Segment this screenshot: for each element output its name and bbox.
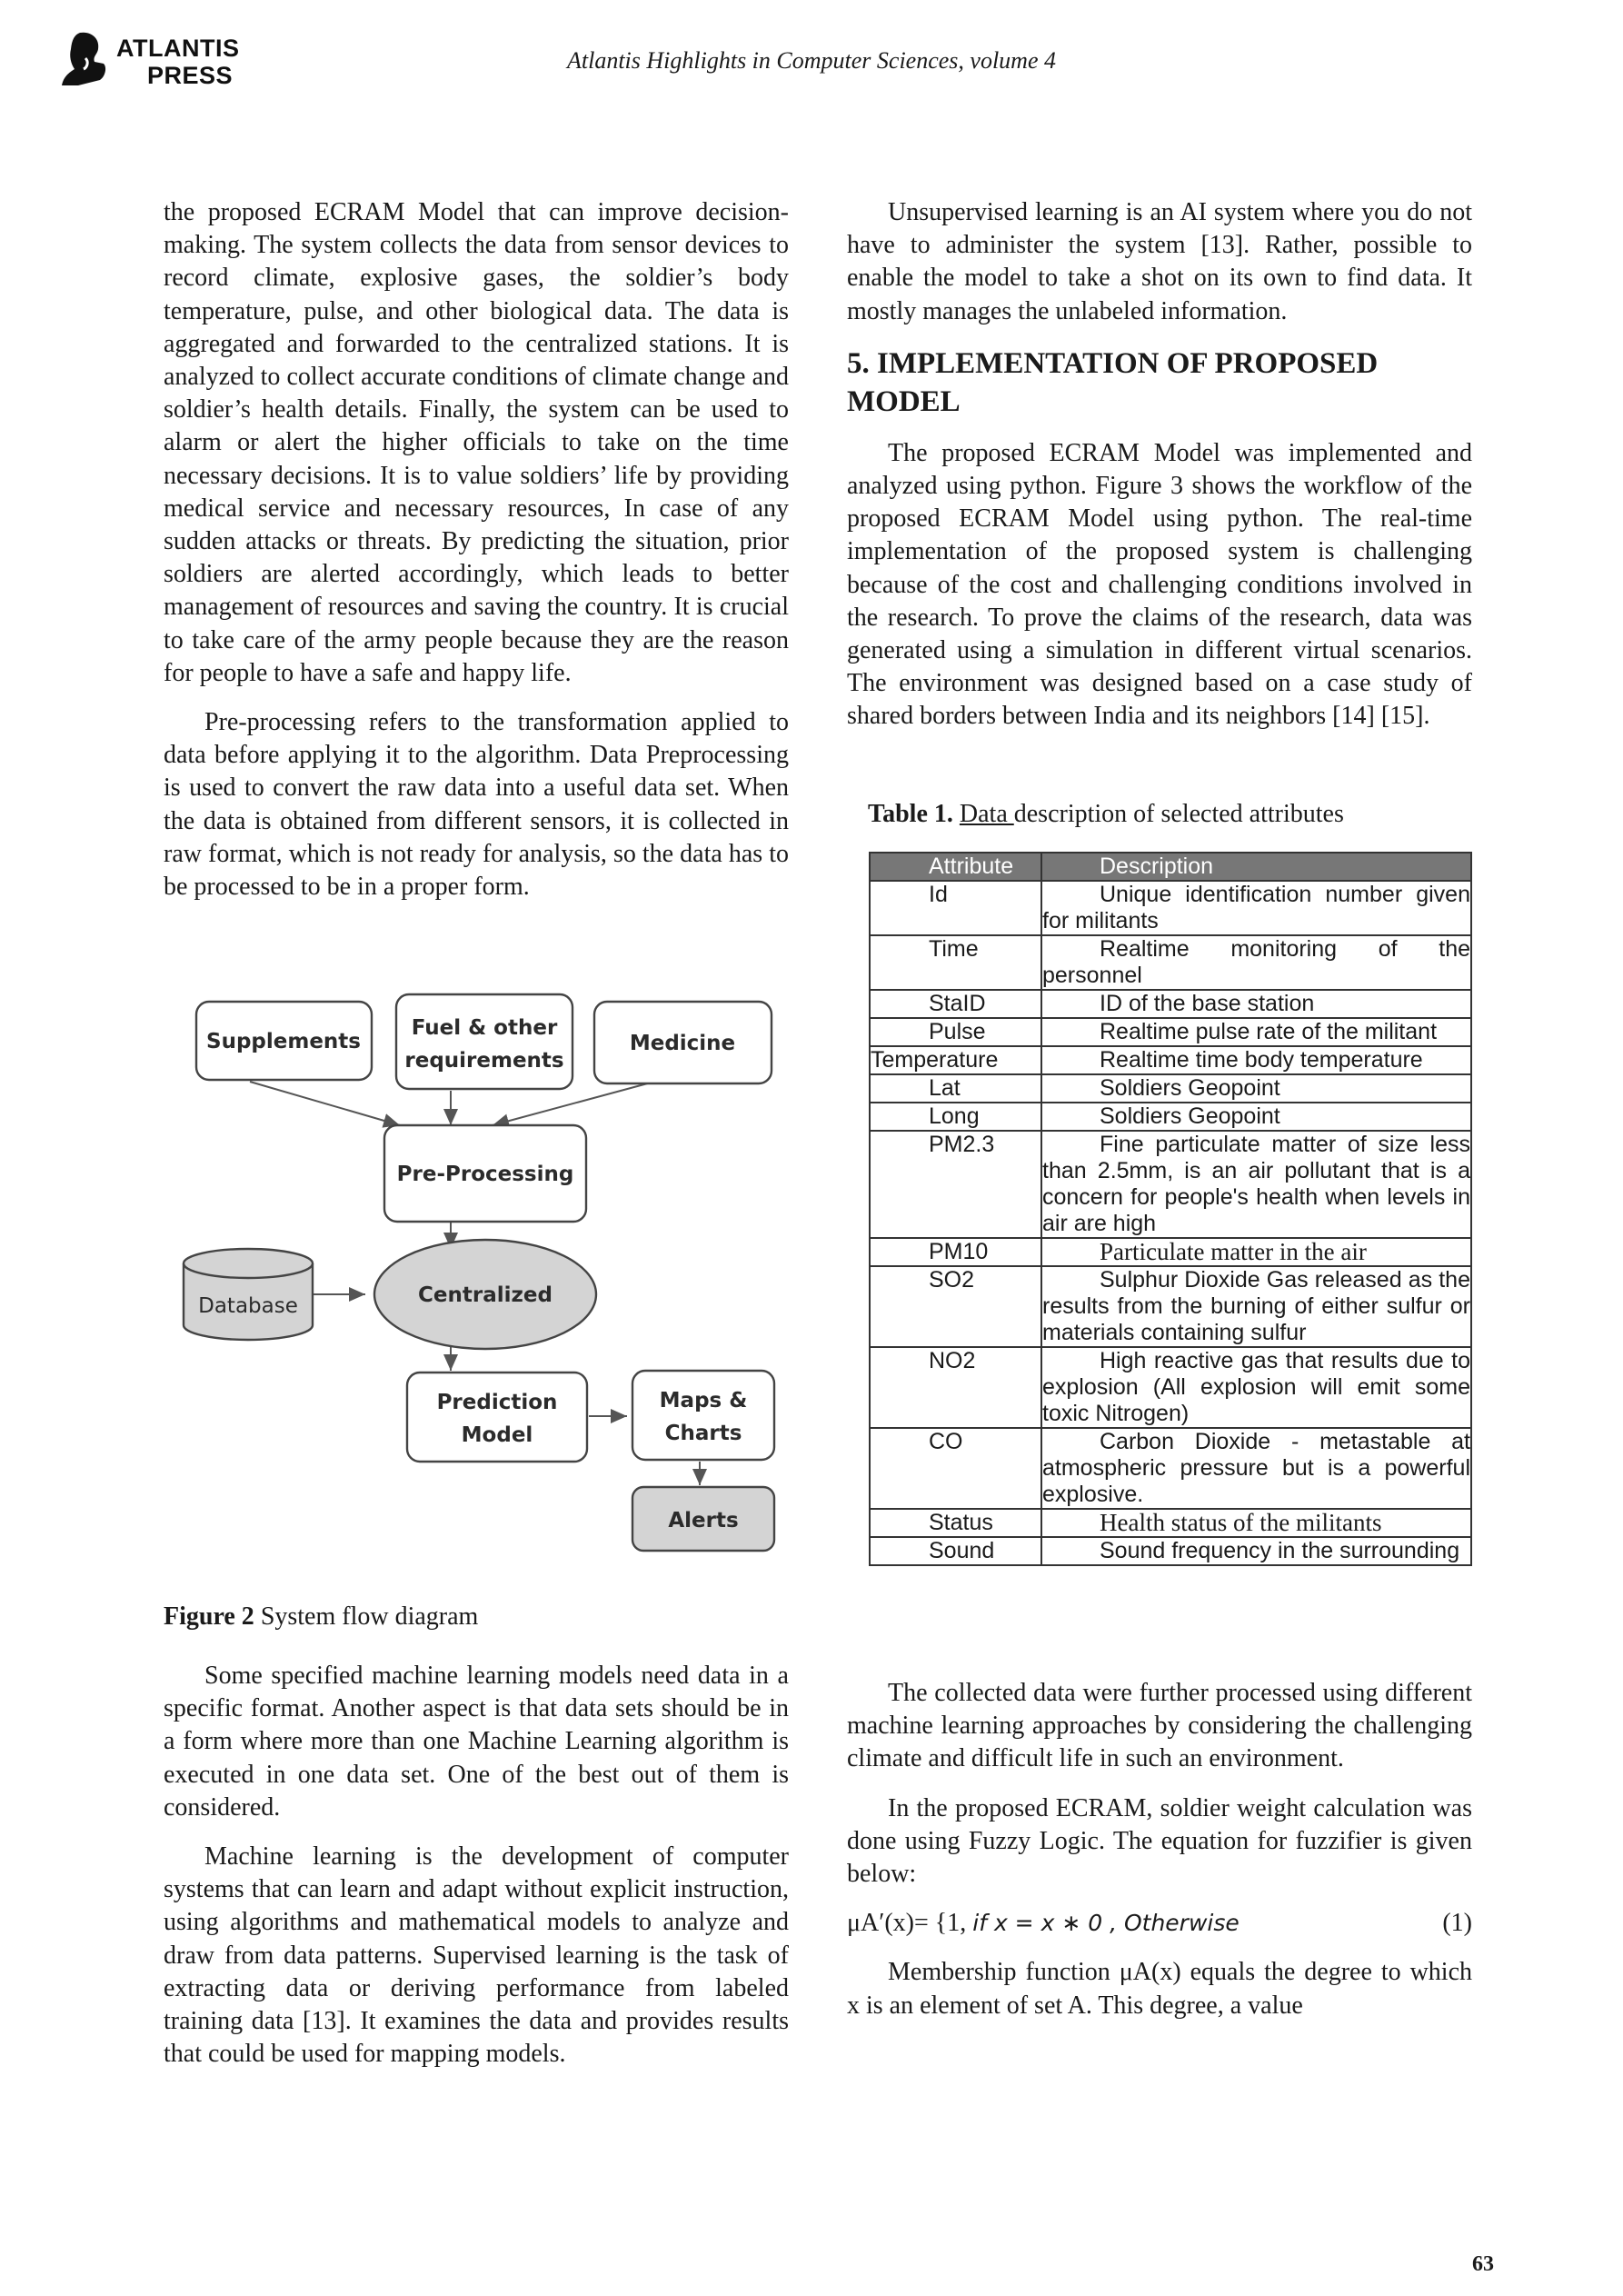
table-row <box>870 1537 1471 1565</box>
table-row <box>870 1074 1471 1103</box>
section-heading: 5. IMPLEMENTATION OF PROPOSED MODEL <box>847 346 1379 418</box>
left-paragraph-4: Machine learning is the development of computer systems that can learn and adapt without explicit instruction, using algorithms and mathematical models to analyze and draw from data patterns. Supervised learning is the task of extracting data or deriving performance from labeled training data [13]. It examines the data and provides results that could be used for mapping models. <box>164 1842 789 2069</box>
table-cell-description: High reactive gas that results due to explosion (All explosion will emit some toxic Nitrogen) <box>1042 1348 1470 1426</box>
maps-charts-box <box>632 1371 774 1460</box>
table-cell-attribute: Long <box>929 1103 980 1129</box>
left-paragraph-2: Pre-processing refers to the transformation applied to data before applying it to the algorithm. Data Preprocessing is used to convert the raw data into a useful data set. When the data is obtained from different sensors, it is collected in raw format, which is not ready for analysis, so the data has to be processed to be in a proper form. <box>164 708 789 902</box>
table-row <box>870 990 1471 1018</box>
prediction-model-box <box>407 1373 587 1462</box>
table-row <box>870 1266 1471 1347</box>
table-cell-attribute: Time <box>929 936 979 962</box>
table-cell-description: Health status of the militants <box>1041 1509 1471 1537</box>
logo-line1: ATLANTIS <box>116 35 240 62</box>
fuel-label-1: Fuel & other <box>411 1016 558 1040</box>
maps-label-2: Charts <box>664 1422 742 1445</box>
figure-caption <box>164 1602 478 1632</box>
right-paragraph-5: Membership function μA(x) equals the degree to which x is an element of set A. This degree, a value <box>847 1958 1472 2020</box>
arrow-supplements-preprocessing <box>250 1082 400 1125</box>
left-paragraph-1: the proposed ECRAM Model that can improve decision-making. The system collects the data from sensor devices to record climate, explosive gases, the soldier’s body temperature, pulse, and other biological data. The data is aggregated and forwarded to the centralized stations. It is analyzed to collect accurate conditions of climate change and soldier’s health details. Finally, the system can be used to alarm or alert the higher officials to take on the time necessary decisions. It is to value soldiers’ life by providing medical service and necessary resources, In case of any sudden attacks or threats. By predicting the situation, prior soldiers are alerted accordingly, which leads to better management of resources and saving the country. It is crucial to take care of the army people because they are the reason for people to have a safe and happy life. <box>164 198 789 687</box>
table-cell-attribute: SO2 <box>929 1267 975 1293</box>
table-caption-label: Table 1. <box>868 800 953 828</box>
table-cell-description: Fine particulate matter of size less than 2.5mm, is an air pollutant that is a concern for people's health when levels in air are high <box>1042 1132 1470 1236</box>
left-column-lower <box>164 1660 789 2071</box>
right-paragraph-3: The collected data were further processed using different machine learning approaches by considering the challenging climate and difficult life in such an environment. <box>847 1679 1472 1773</box>
right-paragraph-1: Unsupervised learning is an AI system where you do not have to administer the system [13]. Rather, possible to enable the model to take a shot on its own to find data. It mostly manages the unlabeled information. <box>847 198 1472 325</box>
table-cell-description: Sulphur Dioxide Gas released as the results from the burning of either sulfur or materials containing sulfur <box>1042 1267 1470 1345</box>
maps-label-1: Maps & <box>659 1389 748 1413</box>
table-cell-description: Realtime time body temperature <box>1041 1046 1471 1074</box>
table-row <box>870 1509 1471 1537</box>
equation-number: (1) <box>1442 1909 1472 1938</box>
medicine-label: Medicine <box>629 1032 736 1055</box>
preprocessing-label: Pre-Processing <box>396 1163 574 1186</box>
table-cell-attribute: NO2 <box>929 1348 976 1373</box>
fuzzifier-equation <box>847 1907 1472 1940</box>
table-cell-description: Carbon Dioxide - metastable at atmospheric pressure but is a powerful explosive. <box>1042 1429 1470 1507</box>
table-caption-underlined: Data <box>959 800 1014 828</box>
right-column <box>847 196 1472 734</box>
table-cell-description: Sound frequency in the surrounding <box>1041 1537 1471 1565</box>
right-paragraph-2: The proposed ECRAM Model was implemented and analyzed using python. Figure 3 shows the workflow of the proposed ECRAM Model using python. The real-time implementation of the proposed system is challenging because of the cost and challenging conditions involved in the research. To prove the claims of the research, data was generated using a simulation in different virtual scenarios. The environment was designed based on a case study of shared borders between India and its neighbors [14] [15]. <box>847 438 1472 731</box>
figure-caption-label: Figure 2 <box>164 1602 254 1631</box>
table-cell-description: Particulate matter in the air <box>1041 1238 1471 1266</box>
centralized-label: Centralized <box>418 1283 553 1307</box>
table-cell-description: Soldiers Geopoint <box>1041 1074 1471 1103</box>
table-row <box>870 1238 1471 1266</box>
table-cell-attribute: CO <box>929 1429 963 1454</box>
table-cell-description: Unique identification number given for militants <box>1042 882 1470 933</box>
attributes-table <box>869 852 1472 1566</box>
table-header-attribute: Attribute <box>870 853 1041 881</box>
right-column-lower <box>847 1677 1472 2022</box>
table-cell-attribute: Lat <box>929 1075 961 1101</box>
table-cell-attribute: StaID <box>929 991 986 1016</box>
prediction-label-2: Model <box>461 1423 533 1447</box>
table-cell-attribute: PM10 <box>929 1239 989 1264</box>
prediction-label-1: Prediction <box>436 1391 558 1414</box>
running-head: Atlantis Highlights in Computer Sciences, volume 4 <box>567 47 1056 74</box>
table-cell-attribute: Id <box>929 882 948 907</box>
page-number: 63 <box>1472 2252 1494 2276</box>
fuel-box <box>396 994 573 1089</box>
table-cell-attribute: Temperature <box>871 1047 999 1073</box>
table-cell-attribute: Status <box>929 1510 993 1535</box>
table-cell-attribute: Sound <box>929 1538 995 1563</box>
figure-caption-text: System flow diagram <box>254 1602 479 1631</box>
table-row <box>870 1428 1471 1509</box>
table-row <box>870 1347 1471 1428</box>
table-row <box>870 881 1471 935</box>
fuel-label-2: requirements <box>404 1049 564 1073</box>
logo-line2: PRESS <box>147 62 234 89</box>
table-cell-description: Realtime monitoring of the personnel <box>1042 936 1470 988</box>
table-caption-rest: description of selected attributes <box>1013 800 1344 828</box>
table-header-row <box>870 853 1471 881</box>
right-paragraph-4: In the proposed ECRAM, soldier weight calculation was done using Fuzzy Logic. The equation for fuzzifier is given below: <box>847 1793 1472 1889</box>
table-cell-description: Soldiers Geopoint <box>1041 1103 1471 1131</box>
table-header-description: Description <box>1041 853 1471 881</box>
system-flow-diagram <box>164 991 789 1572</box>
table-row <box>870 1103 1471 1131</box>
left-paragraph-3: Some specified machine learning models need data in a specific format. Another aspect is that data sets should be in a form where more than one Machine Learning algorithm is executed in one data set. One of the best out of them is considered. <box>164 1662 789 1822</box>
table-cell-attribute: PM2.3 <box>929 1132 995 1157</box>
table-row <box>870 935 1471 990</box>
table-caption <box>868 800 1344 829</box>
table-cell-description: ID of the base station <box>1041 990 1471 1018</box>
supplements-label: Supplements <box>206 1030 361 1053</box>
alerts-label: Alerts <box>668 1509 739 1532</box>
table-cell-description: Realtime pulse rate of the militant <box>1041 1018 1471 1046</box>
left-column <box>164 196 789 903</box>
equation-math: if x = x ∗ 0 , Otherwise <box>972 1910 1240 1937</box>
equation-prefix: μA′(x)= {1, <box>847 1909 973 1938</box>
table-row <box>870 1018 1471 1046</box>
database-label: Database <box>198 1294 298 1318</box>
table-row <box>870 1131 1471 1238</box>
table-cell-attribute: Pulse <box>929 1019 986 1044</box>
table-row <box>870 1046 1471 1074</box>
